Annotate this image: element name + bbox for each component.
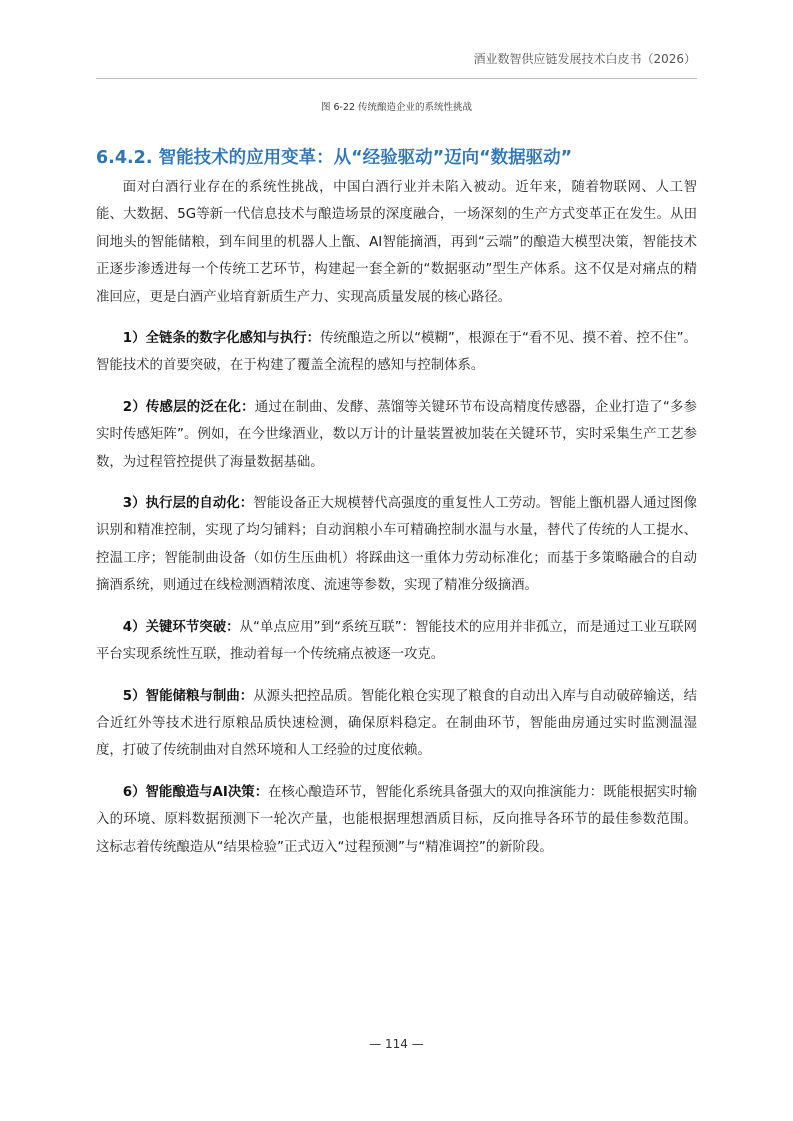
paragraph-lead: 6）智能酿造与AI决策： [122, 784, 269, 800]
paragraph-text: 从源头把控品质。智能化粮仓实现了粮食的自动出入库与自动破碎输送，结合近红外等技术进行原粮品质快速检测，确保原料稳定。在制曲环节，智能曲房通过实时监测温湿度，打破了传统制曲对自然环境和人工经验的过度依赖。 [96, 688, 697, 759]
paragraph-item-5 [96, 683, 697, 765]
page-number: — 114 — [369, 1037, 424, 1051]
header-divider [96, 78, 697, 79]
paragraph-lead: 3）执行层的自动化： [122, 496, 254, 512]
paragraph-text: 智能设备正大规模替代高强度的重复性人工劳动。智能上甑机器人通过图像识别和精准控制，实现了均匀铺料；自动润粮小车可精确控制水温与水量，替代了传统的人工提水、控温工序；智能制曲设备（如仿生压曲机）将踩曲这一重体力劳动标准化；而基于多策略融合的自动摘酒系统，则通过在线检测酒精浓度、流速等参数，实现了精准分级摘酒。 [96, 496, 697, 594]
paragraph-item-1 [96, 325, 697, 380]
figure-caption: 图 6-22 传统酿造企业的系统性挑战 [320, 102, 473, 113]
paragraph-lead: 5）智能储粮与制曲： [122, 688, 254, 704]
paragraph-item-2 [96, 394, 697, 476]
body-content [96, 174, 697, 875]
paragraph-item-3 [96, 490, 697, 600]
paragraph-text: 从“单点应用”到“系统互联”：智能技术的应用并非孤立，而是通过工业互联网平台实现系统性互联，推动着每一个传统痛点被逐一攻克。 [96, 619, 697, 663]
paragraph-intro [96, 174, 697, 311]
paragraph-text: 在核心酿造环节，智能化系统具备强大的双向推演能力：既能根据实时输入的环境、原料数据预测下一轮次产量，也能根据理想酒质目标，反向推导各环节的最佳参数范围。这标志着传统酿造从“结果检验”正式迈入“过程预测”与“精准调控”的新阶段。 [96, 784, 698, 855]
paragraph-item-6 [96, 779, 697, 861]
paragraph-item-4 [96, 614, 697, 669]
paragraph-lead: 1）全链条的数字化感知与执行： [122, 331, 321, 347]
paragraph-text: 面对白酒行业存在的系统性挑战，中国白酒行业并未陷入被动。近年来，随着物联网、人工智能、大数据、5G等新一代信息技术与酿造场景的深度融合，一场深刻的生产方式变革正在发生。从田间地头的智能储粮，到车间里的机器人上甑、AI智能摘酒，再到“云端”的酿造大模型决策，智能技术正逐步渗透进每一个传统工艺环节，构建起一套全新的“数据驱动”型生产体系。这不仅是对痛点的精准回应，更是白酒产业培育新质生产力、实现高质量发展的核心路径。 [96, 180, 697, 305]
header-title: 酒业数智供应链发展技术白皮书（2026） [473, 52, 696, 66]
section-heading: 6.4.2. 智能技术的应用变革：从“经验驱动”迈向“数据驱动” [96, 148, 573, 168]
paragraph-lead: 4）关键环节突破： [122, 619, 240, 635]
paragraph-lead: 2）传感层的泛在化： [122, 399, 255, 415]
paragraph-text: 通过在制曲、发酵、蒸馏等关键环节布设高精度传感器，企业打造了“多参实时传感矩阵”。例如，在今世缘酒业，数以万计的计量装置被加装在关键环节，实时采集生产工艺参数，为过程管控提供了海量数据基础。 [96, 399, 697, 470]
paragraph-text: 传统酿造之所以“模糊”，根源在于“看不见、摸不着、控不住”。智能技术的首要突破，在于构建了覆盖全流程的感知与控制体系。 [96, 331, 697, 374]
